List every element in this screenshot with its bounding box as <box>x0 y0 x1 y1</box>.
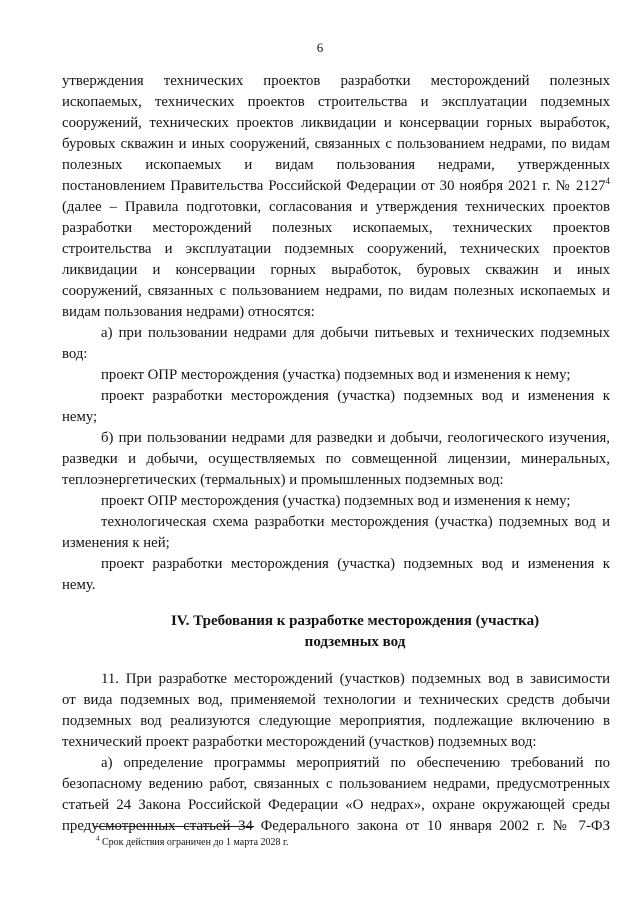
text-line: нему; <box>62 409 98 425</box>
page-number: 6 <box>316 40 324 55</box>
text-line: утверждения технических проектов разработки месторождений полезных <box>62 73 610 89</box>
text-line: технологическая схема разработки месторождения (участка) подземных вод и <box>101 514 610 530</box>
text-line: полезных ископаемых и видам пользования недрами, утвержденных <box>62 157 610 173</box>
footnote <box>96 836 289 849</box>
text-line: строительства и эксплуатации подземных сооружений, технических проектов <box>62 241 610 257</box>
text-line: разработки месторождений полезных ископаемых, технических проектов <box>62 220 610 236</box>
footnote-marker: 4 <box>96 834 100 843</box>
text-line: ископаемых, технических проектов строительства и эксплуатации подземных <box>62 94 610 110</box>
text-line: подземных вод реализуются следующие мероприятия, подлежащие включению в <box>62 713 610 729</box>
text-line: изменения к ней; <box>62 535 170 551</box>
text-line: разведки и добычи, осуществляемых по совмещенной лицензии, минеральных, <box>62 451 610 467</box>
text-line: безопасному ведению работ, связанных с пользованием недрами, предусмотренных <box>62 776 610 792</box>
text-line: буровых скважин и иных сооружений, связанных с пользованием недрами, по видам <box>62 136 610 152</box>
text-line-content: постановлением Правительства Российской Федерации от 30 ноября 2021 г. № 2127 <box>62 178 606 194</box>
section-heading: подземных вод <box>304 634 406 650</box>
text-line <box>62 177 610 196</box>
footnote-reference: 4 <box>605 176 610 187</box>
text-line: сооружений, связанных с пользованием недрами, по видам полезных ископаемых и <box>62 283 610 299</box>
footnote-text: Срок действия ограничен до 1 марта 2028 г. <box>102 837 289 848</box>
text-line: технический проект разработки месторождений (участков) подземных вод: <box>62 734 537 750</box>
text-line: проект ОПР месторождения (участка) подземных вод и изменения к нему; <box>101 367 571 383</box>
text-line: нему. <box>62 577 96 593</box>
text-line: а) при пользовании недрами для добычи питьевых и технических подземных <box>101 325 610 341</box>
text-line: (далее – Правила подготовки, согласования и утверждения технических проектов <box>62 199 610 215</box>
footnote-divider <box>94 826 254 827</box>
text-line: проект разработки месторождения (участка) подземных вод и изменения к <box>101 388 610 404</box>
text-line: от вида подземных вод, применяемой технологии и технических средств добычи <box>62 692 610 708</box>
text-line: ликвидации и консервации горных выработок, буровых скважин и иных <box>62 262 610 278</box>
text-line: б) при пользовании недрами для разведки и добычи, геологического изучения, <box>101 430 610 446</box>
text-line: видам пользования недрами) относятся: <box>62 304 315 320</box>
section-heading: IV. Требования к разработке месторождения (участка) <box>170 613 540 629</box>
text-line: проект разработки месторождения (участка) подземных вод и изменения к <box>101 556 610 572</box>
text-line: вод: <box>62 346 88 362</box>
text-line: 11. При разработке месторождений (участков) подземных вод в зависимости <box>101 671 610 687</box>
text-line: а) определение программы мероприятий по обеспечению требований по <box>101 755 610 771</box>
text-line: теплоэнергетических (термальных) и промышленных подземных вод: <box>62 472 504 488</box>
text-line: статьей 24 Закона Российской Федерации «О недрах», охране окружающей среды <box>62 797 610 813</box>
text-line: предусмотренных статьей 34 Федерального закона от 10 января 2002 г. № 7-ФЗ <box>62 818 610 834</box>
text-line: проект ОПР месторождения (участка) подземных вод и изменения к нему; <box>101 493 571 509</box>
text-line: сооружений, технических проектов ликвидации и консервации горных выработок, <box>62 115 610 131</box>
